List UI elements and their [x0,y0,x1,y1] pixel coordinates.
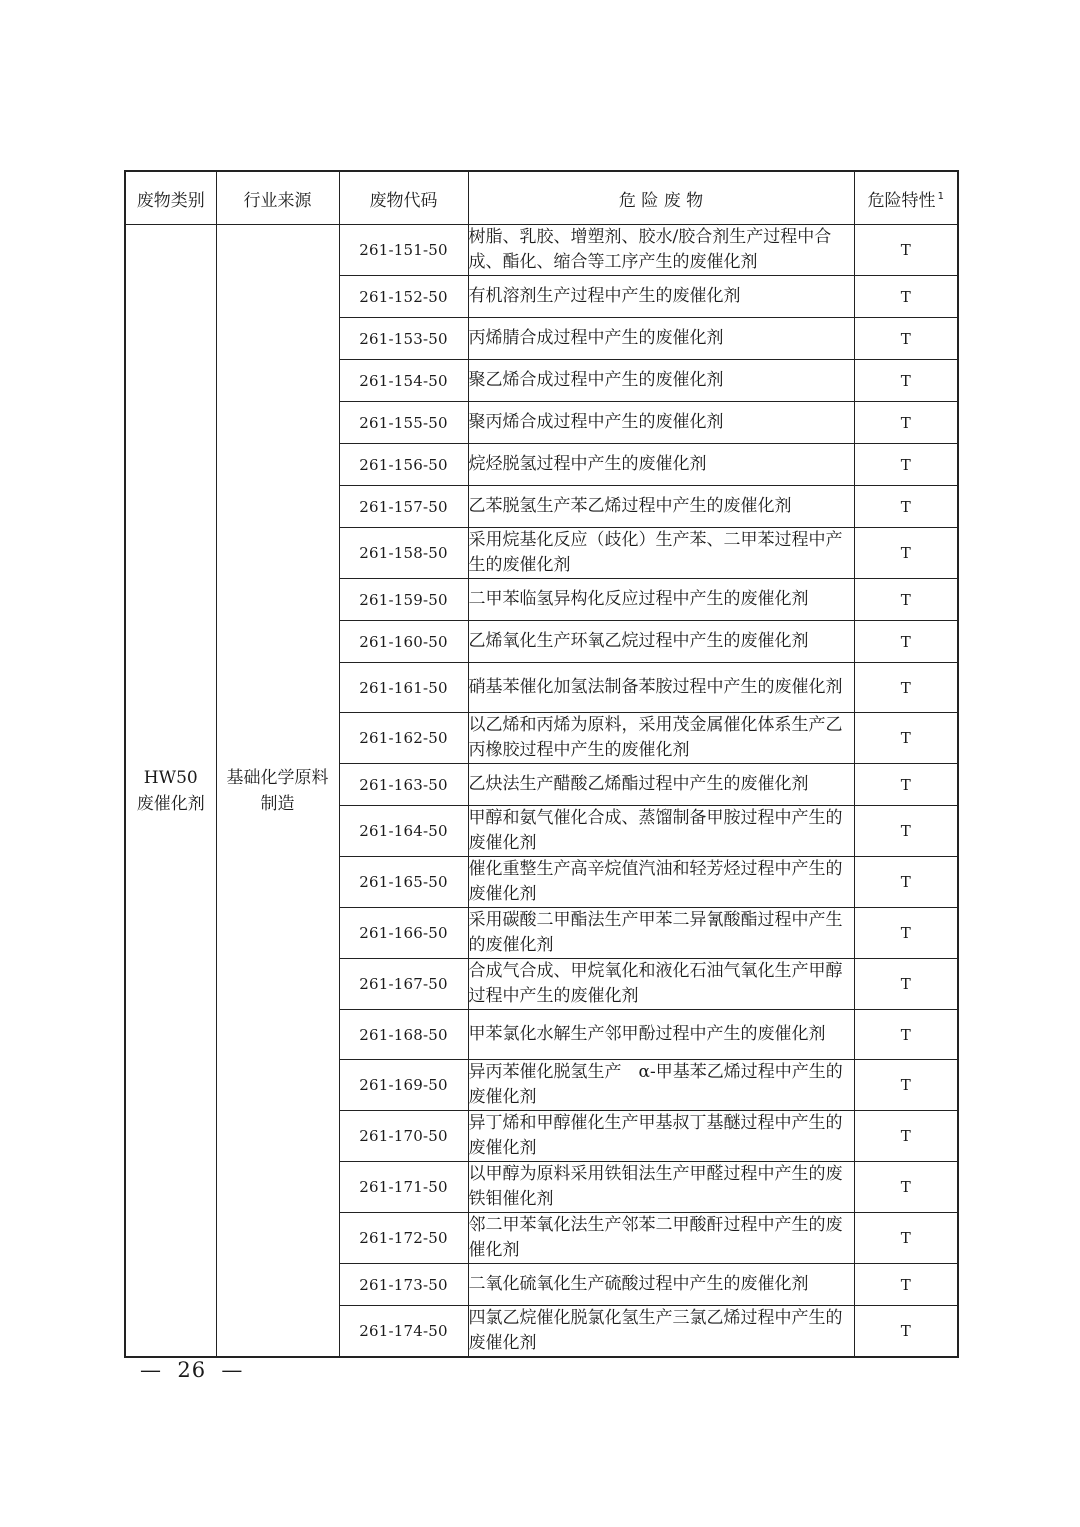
waste-description-cell: 乙烯氧化生产环氧乙烷过程中产生的废催化剂 [468,621,854,663]
waste-code-cell: 261-174-50 [339,1306,468,1358]
waste-description-cell: 采用碳酸二甲酯法生产甲苯二异氰酸酯过程中产生的废催化剂 [468,908,854,959]
hazard-property-cell: T [854,1010,958,1060]
waste-description-cell: 乙炔法生产醋酸乙烯酯过程中产生的废催化剂 [468,764,854,806]
source-cell [216,225,339,1358]
waste-code-cell: 261-169-50 [339,1060,468,1111]
category-name: 废催化剂 [136,793,205,814]
waste-description-cell: 采用烷基化反应（歧化）生产苯、二甲苯过程中产生的废催化剂 [468,528,854,579]
waste-code-cell: 261-165-50 [339,857,468,908]
waste-code-cell: 261-168-50 [339,1010,468,1060]
table-header-row [125,171,958,225]
waste-code-cell: 261-167-50 [339,959,468,1010]
header-property [854,171,958,225]
hazard-property-cell: T [854,579,958,621]
waste-description-cell: 有机溶剂生产过程中产生的废催化剂 [468,276,854,318]
header-code: 废物代码 [339,171,468,225]
waste-code-cell: 261-171-50 [339,1162,468,1213]
waste-description-cell: 以甲醇为原料采用铁钼法生产甲醛过程中产生的废铁钼催化剂 [468,1162,854,1213]
waste-code-cell: 261-155-50 [339,402,468,444]
waste-code-cell: 261-156-50 [339,444,468,486]
waste-description-cell: 聚丙烯合成过程中产生的废催化剂 [468,402,854,444]
source-line-1: 基础化学原料 [226,767,329,788]
waste-description-cell: 以乙烯和丙烯为原料，采用茂金属催化体系生产乙丙橡胶过程中产生的废催化剂 [468,713,854,764]
hazard-property-cell: T [854,1060,958,1111]
hazard-property-cell: T [854,1306,958,1358]
waste-description-cell: 异丙苯催化脱氢生产 α-甲基苯乙烯过程中产生的废催化剂 [468,1060,854,1111]
hazard-property-cell: T [854,486,958,528]
waste-code-cell: 261-158-50 [339,528,468,579]
hazard-property-cell: T [854,959,958,1010]
waste-code-cell: 261-161-50 [339,663,468,713]
waste-description-cell: 四氯乙烷催化脱氯化氢生产三氯乙烯过程中产生的废催化剂 [468,1306,854,1358]
waste-code-cell: 261-166-50 [339,908,468,959]
waste-code-cell: 261-154-50 [339,360,468,402]
waste-description-cell: 树脂、乳胶、增塑剂、胶水/胶合剂生产过程中合成、酯化、缩合等工序产生的废催化剂 [468,225,854,276]
waste-code-cell: 261-152-50 [339,276,468,318]
waste-description-cell: 邻二甲苯氧化法生产邻苯二甲酸酐过程中产生的废催化剂 [468,1213,854,1264]
hazard-property-cell: T [854,528,958,579]
hazard-property-cell: T [854,276,958,318]
source-line-2: 制造 [260,793,295,814]
header-waste: 危 险 废 物 [468,171,854,225]
waste-description-cell: 烷烃脱氢过程中产生的废催化剂 [468,444,854,486]
waste-code-cell: 261-162-50 [339,713,468,764]
hazard-property-cell: T [854,225,958,276]
hazard-property-cell: T [854,908,958,959]
waste-description-cell: 丙烯腈合成过程中产生的废催化剂 [468,318,854,360]
page-number: — 26 — [140,1358,244,1382]
hazard-property-cell: T [854,1162,958,1213]
hazard-property-cell: T [854,444,958,486]
waste-description-cell: 聚乙烯合成过程中产生的废催化剂 [468,360,854,402]
category-code: HW50 [143,767,198,788]
table-body [125,225,958,1358]
header-property-footnote: 1 [937,190,944,202]
waste-description-cell: 合成气合成、甲烷氧化和液化石油气氧化生产甲醇过程中产生的废催化剂 [468,959,854,1010]
waste-description-cell: 二氧化硫氧化生产硫酸过程中产生的废催化剂 [468,1264,854,1306]
waste-code-cell: 261-172-50 [339,1213,468,1264]
waste-table [124,170,959,1358]
hazard-property-cell: T [854,402,958,444]
waste-description-cell: 二甲苯临氢异构化反应过程中产生的废催化剂 [468,579,854,621]
waste-code-cell: 261-164-50 [339,806,468,857]
waste-description-cell: 硝基苯催化加氢法制备苯胺过程中产生的废催化剂 [468,663,854,713]
hazard-property-cell: T [854,621,958,663]
header-property-label: 危险特性 [867,190,936,211]
hazard-property-cell: T [854,857,958,908]
hazard-property-cell: T [854,360,958,402]
hazard-property-cell: T [854,318,958,360]
header-category: 废物类别 [125,171,216,225]
hazard-property-cell: T [854,1111,958,1162]
waste-code-cell: 261-160-50 [339,621,468,663]
waste-description-cell: 异丁烯和甲醇催化生产甲基叔丁基醚过程中产生的废催化剂 [468,1111,854,1162]
hazard-property-cell: T [854,764,958,806]
header-source: 行业来源 [216,171,339,225]
waste-description-cell: 甲苯氯化水解生产邻甲酚过程中产生的废催化剂 [468,1010,854,1060]
category-cell [125,225,216,1358]
waste-description-cell: 催化重整生产高辛烷值汽油和轻芳烃过程中产生的废催化剂 [468,857,854,908]
waste-code-cell: 261-153-50 [339,318,468,360]
waste-code-cell: 261-151-50 [339,225,468,276]
table-row [125,225,958,276]
waste-code-cell: 261-173-50 [339,1264,468,1306]
waste-code-cell: 261-170-50 [339,1111,468,1162]
waste-description-cell: 甲醇和氨气催化合成、蒸馏制备甲胺过程中产生的废催化剂 [468,806,854,857]
hazard-property-cell: T [854,806,958,857]
waste-code-cell: 261-157-50 [339,486,468,528]
waste-code-cell: 261-159-50 [339,579,468,621]
waste-code-cell: 261-163-50 [339,764,468,806]
hazard-property-cell: T [854,1264,958,1306]
hazard-property-cell: T [854,663,958,713]
waste-description-cell: 乙苯脱氢生产苯乙烯过程中产生的废催化剂 [468,486,854,528]
hazard-property-cell: T [854,1213,958,1264]
hazard-property-cell: T [854,713,958,764]
